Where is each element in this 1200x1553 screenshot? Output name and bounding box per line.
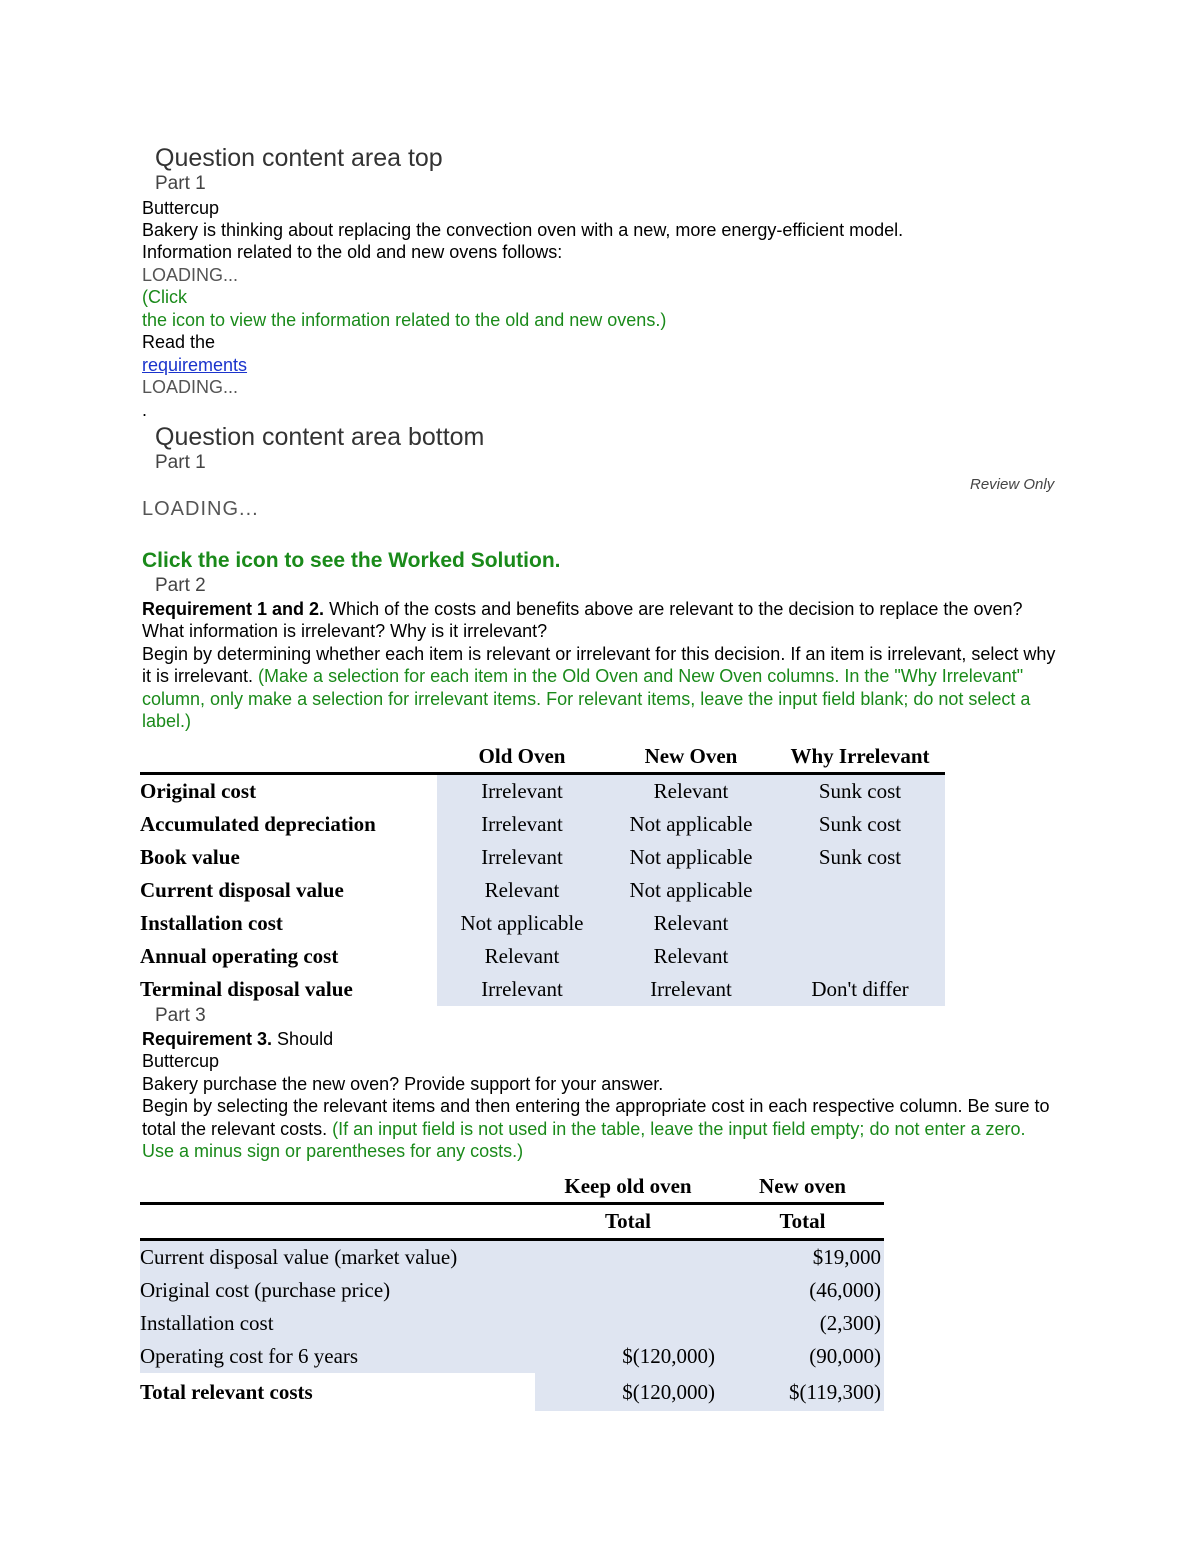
old-oven-select[interactable]: Relevant (437, 940, 607, 973)
trailing-period: . (142, 400, 148, 420)
loading-placeholder-2: LOADING... (142, 377, 239, 397)
new-oven-total-input[interactable]: $(119,300) (721, 1373, 884, 1411)
question-bottom-heading: Question content area bottom (155, 423, 485, 451)
old-oven-select[interactable]: Irrelevant (437, 774, 607, 809)
why-irrelevant-select[interactable] (775, 940, 945, 973)
keep-old-total-input[interactable]: $(120,000) (535, 1373, 721, 1411)
relevance-table-header (140, 740, 945, 774)
row-label: Annual operating cost (140, 944, 339, 968)
row-label: Original cost (140, 779, 257, 803)
click-instruction-b: the icon to view the information related to the old and new ovens.) (142, 310, 667, 330)
table-row (140, 1240, 884, 1275)
row-label: Terminal disposal value (140, 977, 353, 1001)
intro-line-2: Information related to the old and new ovens follows: (142, 242, 563, 262)
cost-item-select[interactable]: Original cost (purchase price) (140, 1274, 535, 1307)
relevant-costs-table (140, 1170, 884, 1411)
table-row (140, 1307, 884, 1340)
table-row (140, 907, 945, 940)
requirements-link[interactable]: requirements (142, 355, 248, 375)
header-new-oven: New oven (759, 1173, 846, 1198)
keep-old-input[interactable]: $(120,000) (535, 1340, 721, 1373)
header-blank (140, 1204, 535, 1240)
header-blank (140, 1170, 535, 1204)
why-irrelevant-select[interactable]: Sunk cost (775, 841, 945, 874)
row-label: Current disposal value (140, 878, 344, 902)
keep-old-input[interactable] (535, 1240, 721, 1275)
header-new-total: Total (779, 1209, 826, 1233)
table-row (140, 973, 945, 1006)
old-oven-select[interactable]: Irrelevant (437, 841, 607, 874)
header-blank (140, 740, 437, 774)
loading-placeholder-3: LOADING... (142, 498, 259, 520)
requirement-1-2-instructions: (Make a selection for each item in the Old Oven and New Oven columns. In the "Why Irrelevant" column, only make a selection for irrelevant items. For relevant items, leave the input field blank; do not select a label.) (142, 666, 1031, 732)
company-name: Buttercup (142, 198, 220, 218)
header-keep-old-oven: Keep old oven (564, 1173, 692, 1198)
header-why-irrelevant: Why Irrelevant (790, 743, 930, 768)
loading-placeholder: LOADING... (142, 265, 239, 285)
requirement-3-begin: Begin by selecting the relevant items and then entering the appropriate cost in each respective column. Be sure to total the relevant costs. (142, 1096, 1050, 1139)
cost-item-select[interactable]: Installation cost (140, 1307, 535, 1340)
part-2-label: Part 2 (155, 575, 206, 596)
intro-line-1: Bakery is thinking about replacing the convection oven with a new, more energy-efficient model. (142, 220, 904, 240)
row-label: Book value (140, 845, 240, 869)
requirement-3-instructions: (If an input field is not used in the table, leave the input field empty; do not enter a zero. Use a minus sign or parentheses for any costs.) (142, 1118, 1026, 1162)
requirement-1-2-title: Requirement 1 and 2. (142, 599, 325, 619)
new-oven-select[interactable]: Relevant (607, 940, 775, 973)
requirement-3-question-start: Should (272, 1029, 334, 1049)
requirement-1-2-question: Which of the costs and benefits above are relevant to the decision to replace the oven? What information is irrelevant? Why is it irrelevant? (142, 599, 1023, 642)
relevant-costs-header-1 (140, 1170, 884, 1204)
new-oven-input[interactable]: (2,300) (721, 1307, 884, 1340)
review-only-label: Review Only (970, 476, 1055, 493)
why-irrelevant-select[interactable]: Sunk cost (775, 808, 945, 841)
row-label: Installation cost (140, 911, 283, 935)
why-irrelevant-select[interactable]: Don't differ (775, 973, 945, 1006)
why-irrelevant-select[interactable]: Sunk cost (775, 774, 945, 809)
table-row (140, 1340, 884, 1373)
requirement-3-title: Requirement 3. (142, 1029, 273, 1049)
requirement-1-2-text (142, 598, 1062, 732)
new-oven-select[interactable]: Not applicable (607, 808, 775, 841)
header-new-oven: New Oven (644, 743, 738, 768)
question-top-heading: Question content area top (155, 144, 443, 172)
cost-item-select[interactable]: Current disposal value (market value) (140, 1240, 535, 1275)
table-row (140, 841, 945, 874)
new-oven-input[interactable]: $19,000 (721, 1240, 884, 1275)
company-name-2: Buttercup (142, 1051, 220, 1072)
new-oven-select[interactable]: Irrelevant (607, 973, 775, 1006)
row-label: Accumulated depreciation (140, 812, 376, 836)
keep-old-input[interactable] (535, 1307, 721, 1340)
click-instruction-a: (Click (142, 287, 187, 307)
keep-old-input[interactable] (535, 1274, 721, 1307)
new-oven-select[interactable]: Relevant (607, 774, 775, 809)
new-oven-select[interactable]: Not applicable (607, 841, 775, 874)
part-3-label: Part 3 (155, 1005, 206, 1026)
table-row (140, 874, 945, 907)
old-oven-select[interactable]: Relevant (437, 874, 607, 907)
why-irrelevant-select[interactable] (775, 907, 945, 940)
requirement-3-question: Bakery purchase the new oven? Provide support for your answer. (142, 1073, 664, 1094)
new-oven-select[interactable]: Not applicable (607, 874, 775, 907)
worked-solution-link[interactable]: Click the icon to see the Worked Solution. (142, 549, 561, 572)
total-label: Total relevant costs (140, 1373, 535, 1411)
why-irrelevant-select[interactable] (775, 874, 945, 907)
table-row (140, 940, 945, 973)
old-oven-select[interactable]: Irrelevant (437, 973, 607, 1006)
part-1-label: Part 1 (155, 173, 206, 194)
total-row (140, 1373, 884, 1411)
old-oven-select[interactable]: Irrelevant (437, 808, 607, 841)
new-oven-input[interactable]: (90,000) (721, 1340, 884, 1373)
table-row (140, 1274, 884, 1307)
table-row (140, 808, 945, 841)
requirement-1-2-begin: Begin by determining whether each item is relevant or irrelevant for this decision. If an item is irrelevant, select why it is irrelevant. (142, 643, 1056, 687)
cost-item-select[interactable]: Operating cost for 6 years (140, 1340, 535, 1373)
relevance-table (140, 740, 945, 1006)
table-row (140, 774, 945, 809)
relevant-costs-header-2 (140, 1204, 884, 1240)
requirement-3-text (142, 1028, 1062, 1162)
new-oven-input[interactable]: (46,000) (721, 1274, 884, 1307)
header-keep-total: Total (605, 1209, 651, 1233)
part-1-label-bottom: Part 1 (155, 452, 206, 473)
new-oven-select[interactable]: Relevant (607, 907, 775, 940)
header-old-oven: Old Oven (478, 743, 566, 768)
old-oven-select[interactable]: Not applicable (437, 907, 607, 940)
read-the-text: Read the (142, 332, 216, 352)
